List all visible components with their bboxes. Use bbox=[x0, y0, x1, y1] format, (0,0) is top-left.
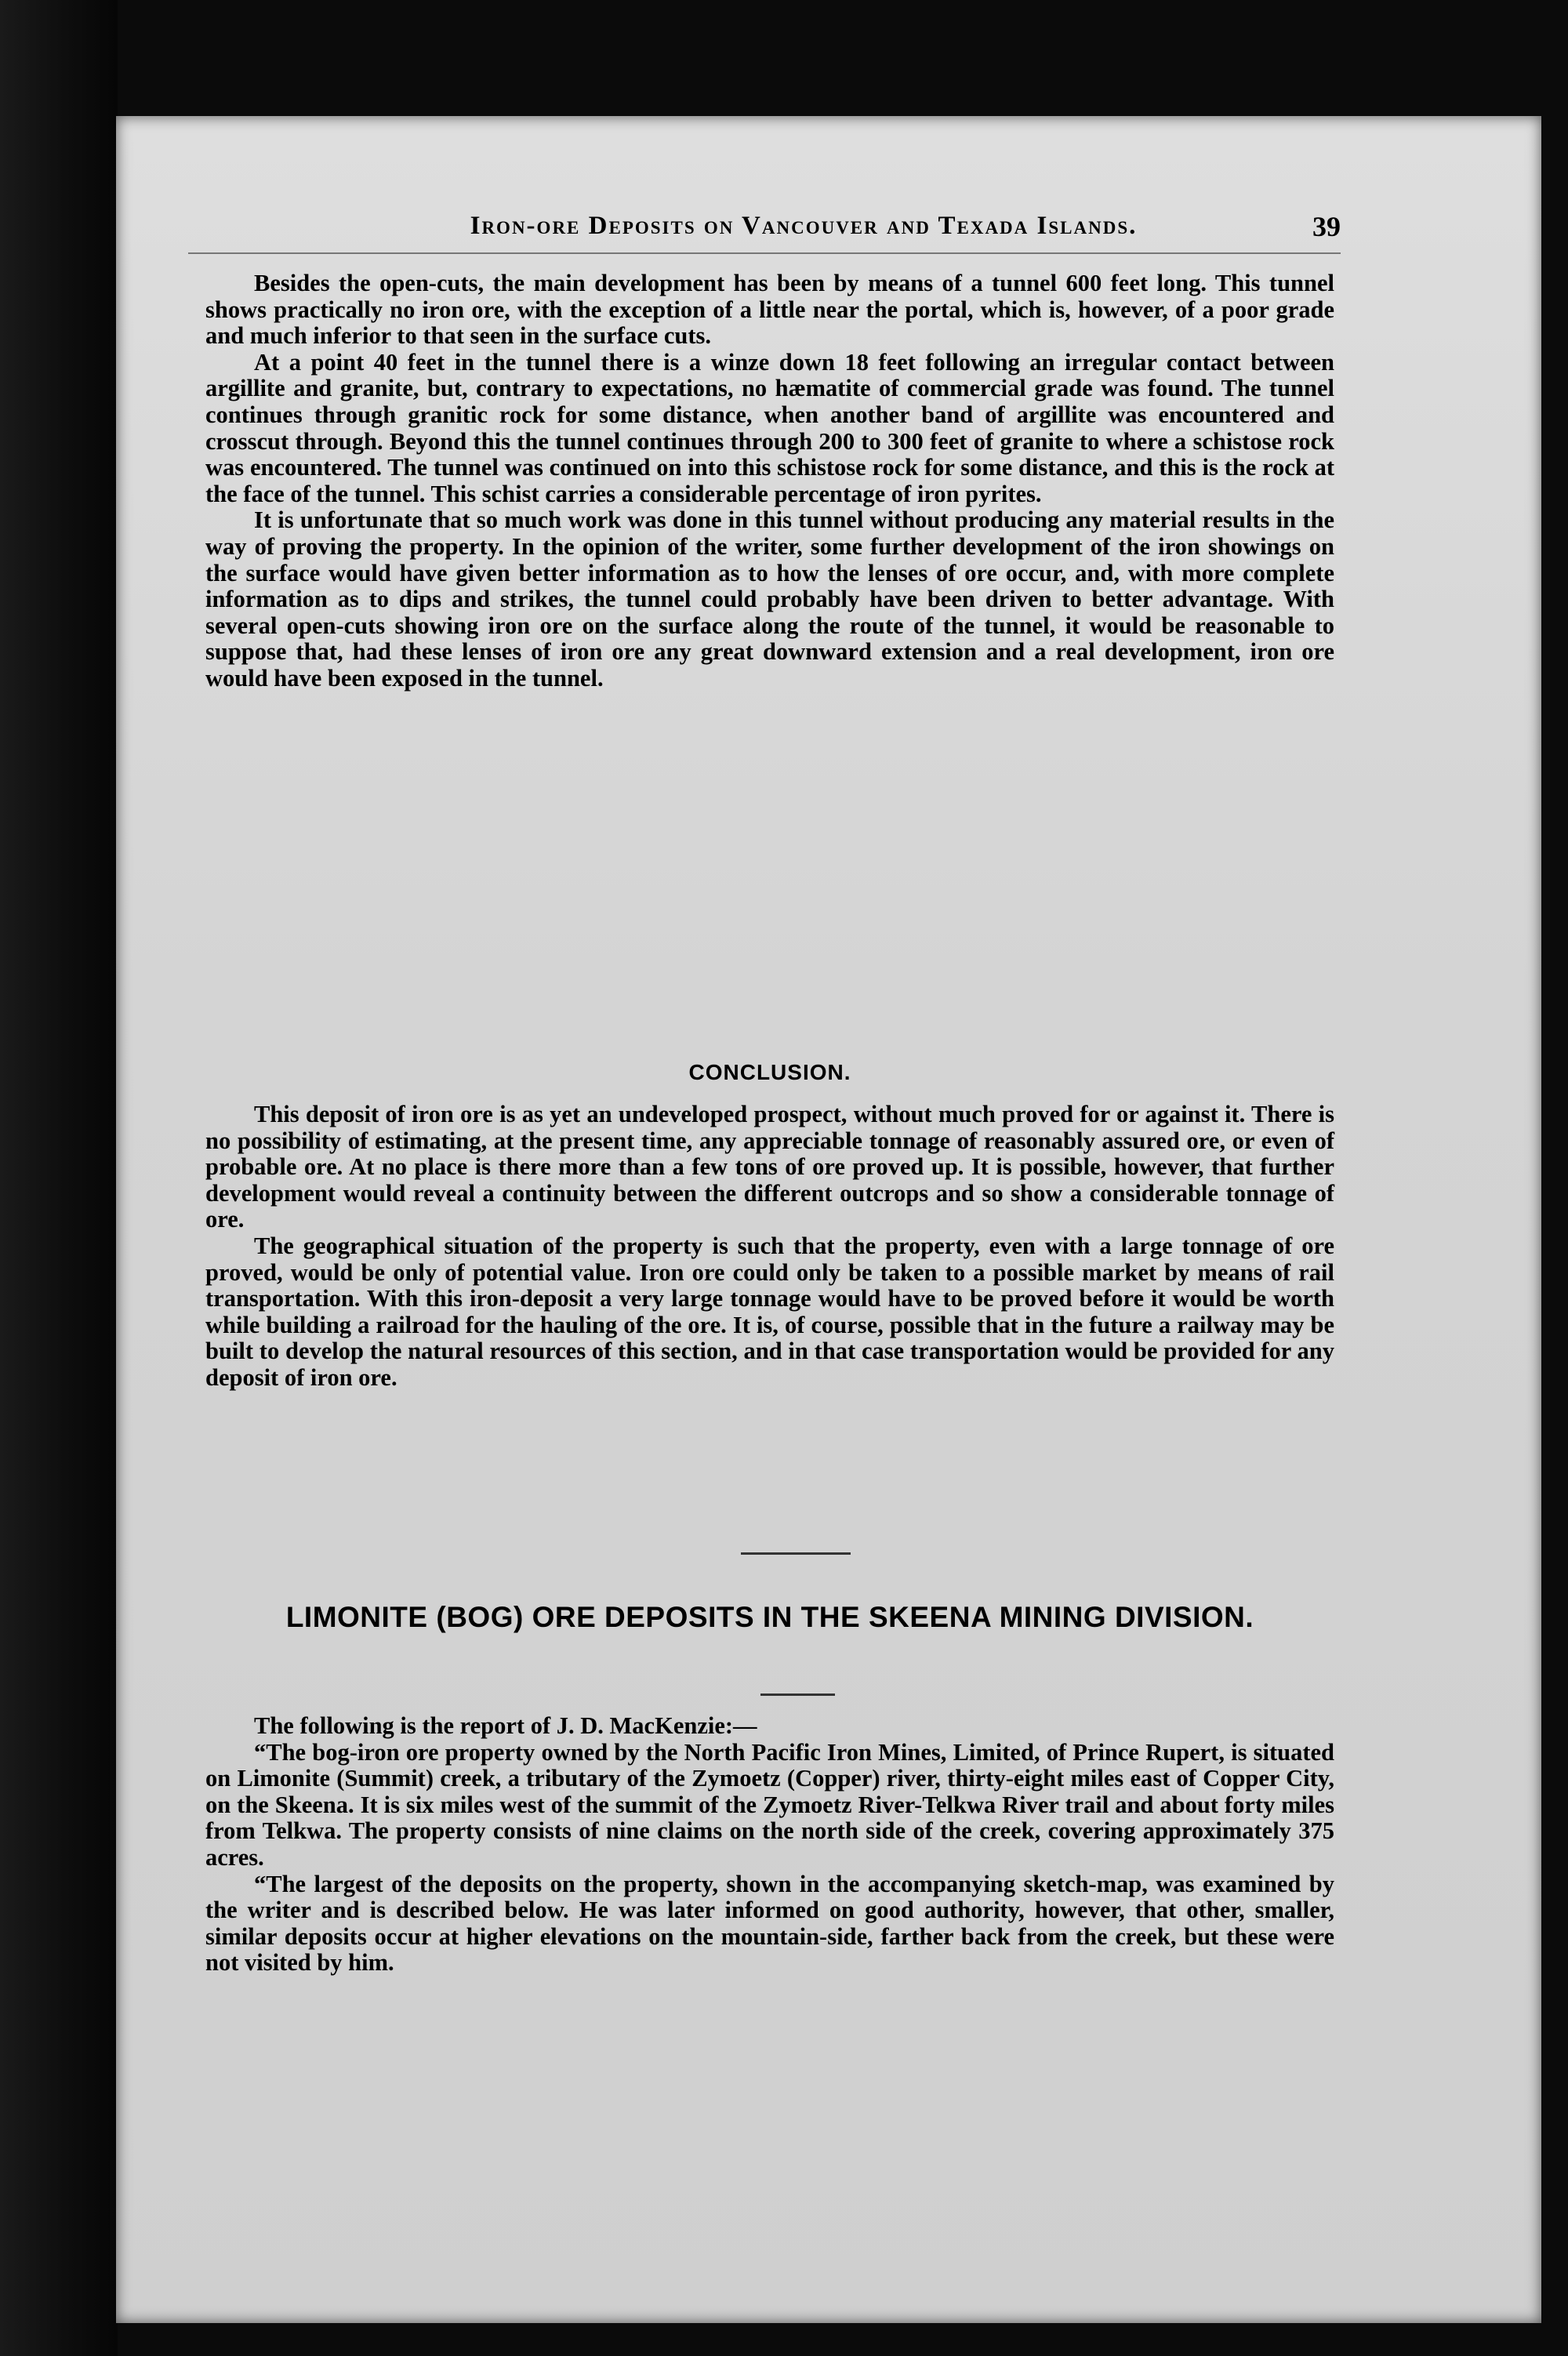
paragraph: “The bog-iron ore property owned by the North Pacific Iron Mines, Limited, of Prince Rupert, is situated on Limonite (Summit) creek, a tributary of the Zymoetz (Copper) river, thirty-eight miles east of Copper City, on the Skeena. It is six miles west of the summit of the Zymoetz River-Telkwa River trail and about forty miles from Telkwa. The property consists of nine claims on the north side of the creek, covering approximately 375 acres. bbox=[205, 1738, 1334, 1871]
limonite-heading: LIMONITE (BOG) ORE DEPOSITS IN THE SKEENA MINING DIVISION. bbox=[285, 1601, 1254, 1633]
paragraph: Besides the open-cuts, the main development has been by means of a tunnel 600 feet long. This tunnel shows practically no iron ore, with the exception of a little near the portal, which is, however, of a poor grade and much inferior to that seen in the surface cuts. bbox=[205, 270, 1334, 350]
conclusion-heading: CONCLUSION. bbox=[688, 1060, 851, 1084]
paragraph: The following is the report of J. D. MacKenzie:— bbox=[254, 1712, 757, 1739]
running-title: Iron-ore Deposits on Vancouver and Texada Islands. bbox=[470, 212, 1138, 240]
paragraph: It is unfortunate that so much work was done in this tunnel without producing any material results in the way of proving the property. In the opinion of the writer, some further development of the iron showings on the surface would have given better information as to how the lenses of ore occur, and, with more complete information as to dips and strikes, the tunnel could probably have been driven to better advantage. With several open-cuts showing iron ore on the surface along the route of the tunnel, it would be reasonable to suppose that, had these lenses of iron ore any great downward extension and a real development, iron ore would have been exposed in the tunnel. bbox=[205, 506, 1334, 692]
conclusion-section bbox=[205, 1102, 1334, 1392]
heading-divider bbox=[760, 1693, 835, 1696]
running-header bbox=[267, 205, 1341, 252]
limonite-section bbox=[205, 1713, 1334, 1977]
header-rule bbox=[188, 252, 1341, 254]
page-number: 39 bbox=[1312, 211, 1341, 242]
film-edge bbox=[0, 0, 118, 2356]
paragraph: “The largest of the deposits on the property, shown in the accompanying sketch-map, was examined by the writer and is described below. He was later informed on good authority, however, that other, smaller, similar deposits occur at higher elevations on the mountain-side, farther back from the creek, but these were not visited by him. bbox=[205, 1870, 1334, 1977]
paragraph: At a point 40 feet in the tunnel there is a winze down 18 feet following an irregular contact between argillite and granite, but, contrary to expectations, no hæmatite of commercial grade was found. The tunnel continues through granitic rock for some distance, when another band of argillite was encountered and crosscut through. Beyond this the tunnel continues through 200 to 300 feet of granite to where a schistose rock was encountered. The tunnel was continued on into this schistose rock for some distance, and this is the rock at the face of the tunnel. This schist carries a considerable percentage of iron pyrites. bbox=[205, 348, 1334, 507]
tunnel-section bbox=[205, 270, 1334, 692]
paragraph: The geographical situation of the property is such that the property, even with a large tonnage of ore proved, would be only of potential value. Iron ore could only be taken to a possible market by means of rail transportation. With this iron-deposit a very large tonnage would have to be proved before it would be worth while building a railroad for the hauling of the ore. It is, of course, possible that in the future a railway may be built to develop the natural resources of this section, and in that case transportation would be provided for any deposit of iron ore. bbox=[205, 1232, 1334, 1391]
section-divider bbox=[741, 1552, 851, 1555]
paragraph: This deposit of iron ore is as yet an undeveloped prospect, without much proved for or against it. There is no possibility of estimating, at the present time, any appreciable tonnage of reasonably assured ore, or even of probable ore. At no place is there more than a few tons of ore proved up. It is possible, however, that further development would reveal a continuity between the different outcrops and so show a considerable tonnage of ore. bbox=[205, 1101, 1334, 1233]
